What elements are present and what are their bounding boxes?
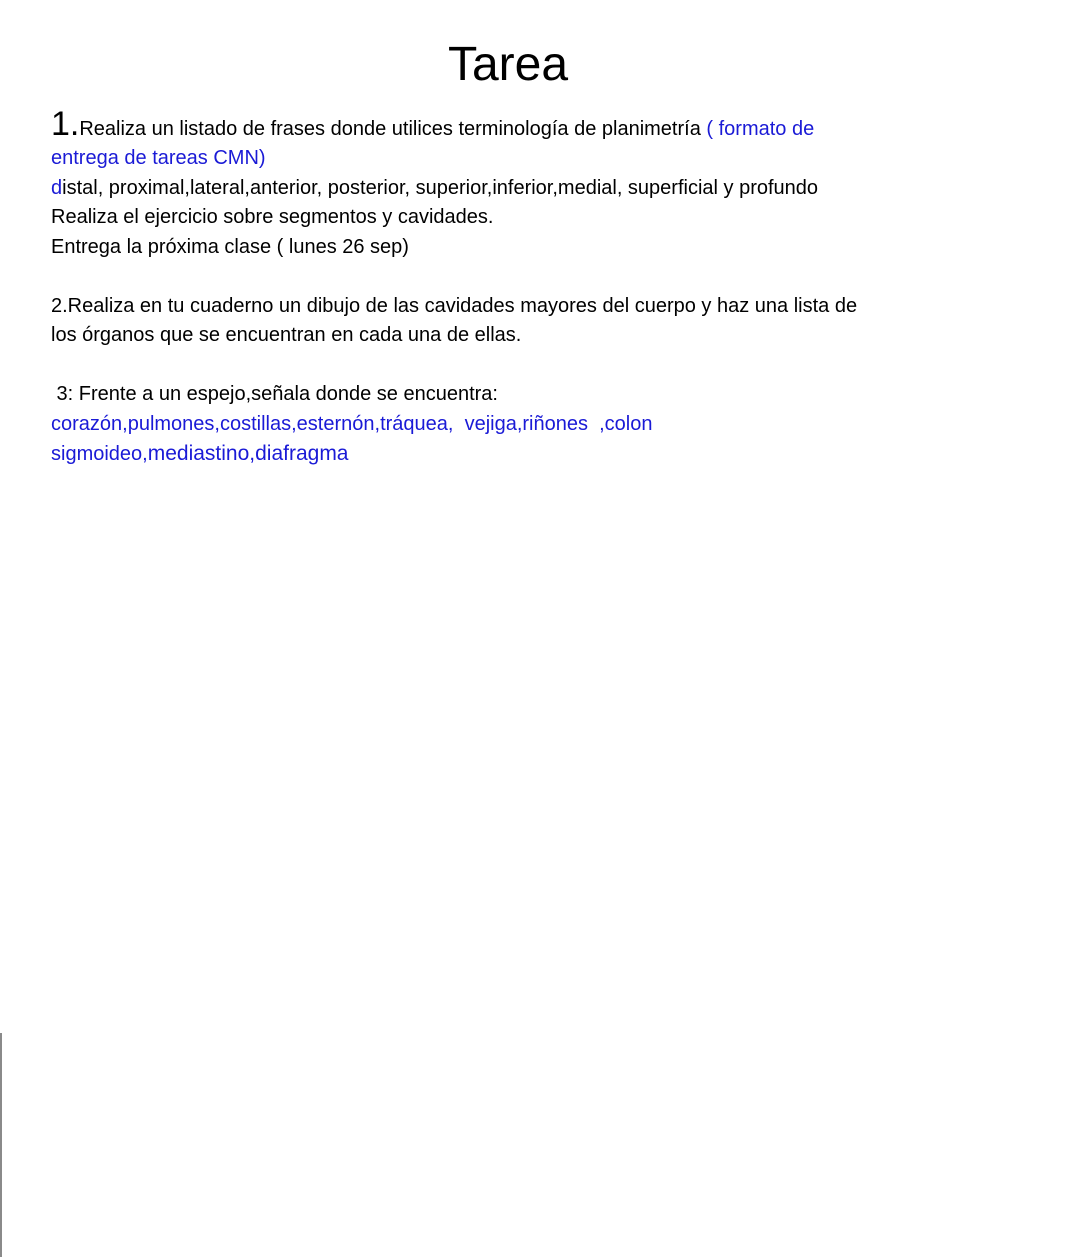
left-edge-divider (0, 1033, 2, 1257)
task-1-format-note-a: ( formato de (700, 118, 815, 140)
task-1-number: 1. (51, 105, 80, 143)
task-1-terms-rest: istal, proximal,lateral,anterior, posterior, superior,inferior,medial, superficial y profundo (62, 176, 819, 199)
spacer (51, 351, 1031, 381)
spacer (51, 262, 1031, 292)
task-1-due-date: Entrega la próxima clase ( lunes 26 sep) (51, 235, 409, 258)
task-3-organs-mediastino: mediastino,diafragma (147, 442, 349, 465)
page-title: Tarea (447, 38, 569, 91)
task-1-text: Realiza un listado de frases donde utilices terminología de planimetría (79, 118, 701, 140)
task-1-terms (51, 174, 1031, 204)
task-1-terms-initial: d (51, 176, 63, 199)
homework-content (51, 104, 1031, 469)
task-3-organs-line-1: corazón,pulmones,costillas,esternón,tráquea, vejiga,riñones ,colon (51, 412, 653, 435)
task-3-intro: 3: Frente a un espejo,señala donde se encuentra: (51, 383, 498, 405)
task-3-organs-sigmoideo: sigmoideo, (51, 443, 148, 465)
task-1-line-1 (51, 104, 1031, 144)
task-2-line-2: los órganos que se encuentran en cada una de ellas. (51, 324, 522, 346)
task-1-exercise: Realiza el ejercicio sobre segmentos y cavidades. (51, 206, 494, 228)
task-2-line-1: 2.Realiza en tu cuaderno un dibujo de las cavidades mayores del cuerpo y haz una lista de (51, 294, 858, 317)
task-1-format-note-b: entrega de tareas CMN) (51, 147, 266, 169)
task-3-organs-line-2 (51, 439, 1031, 469)
